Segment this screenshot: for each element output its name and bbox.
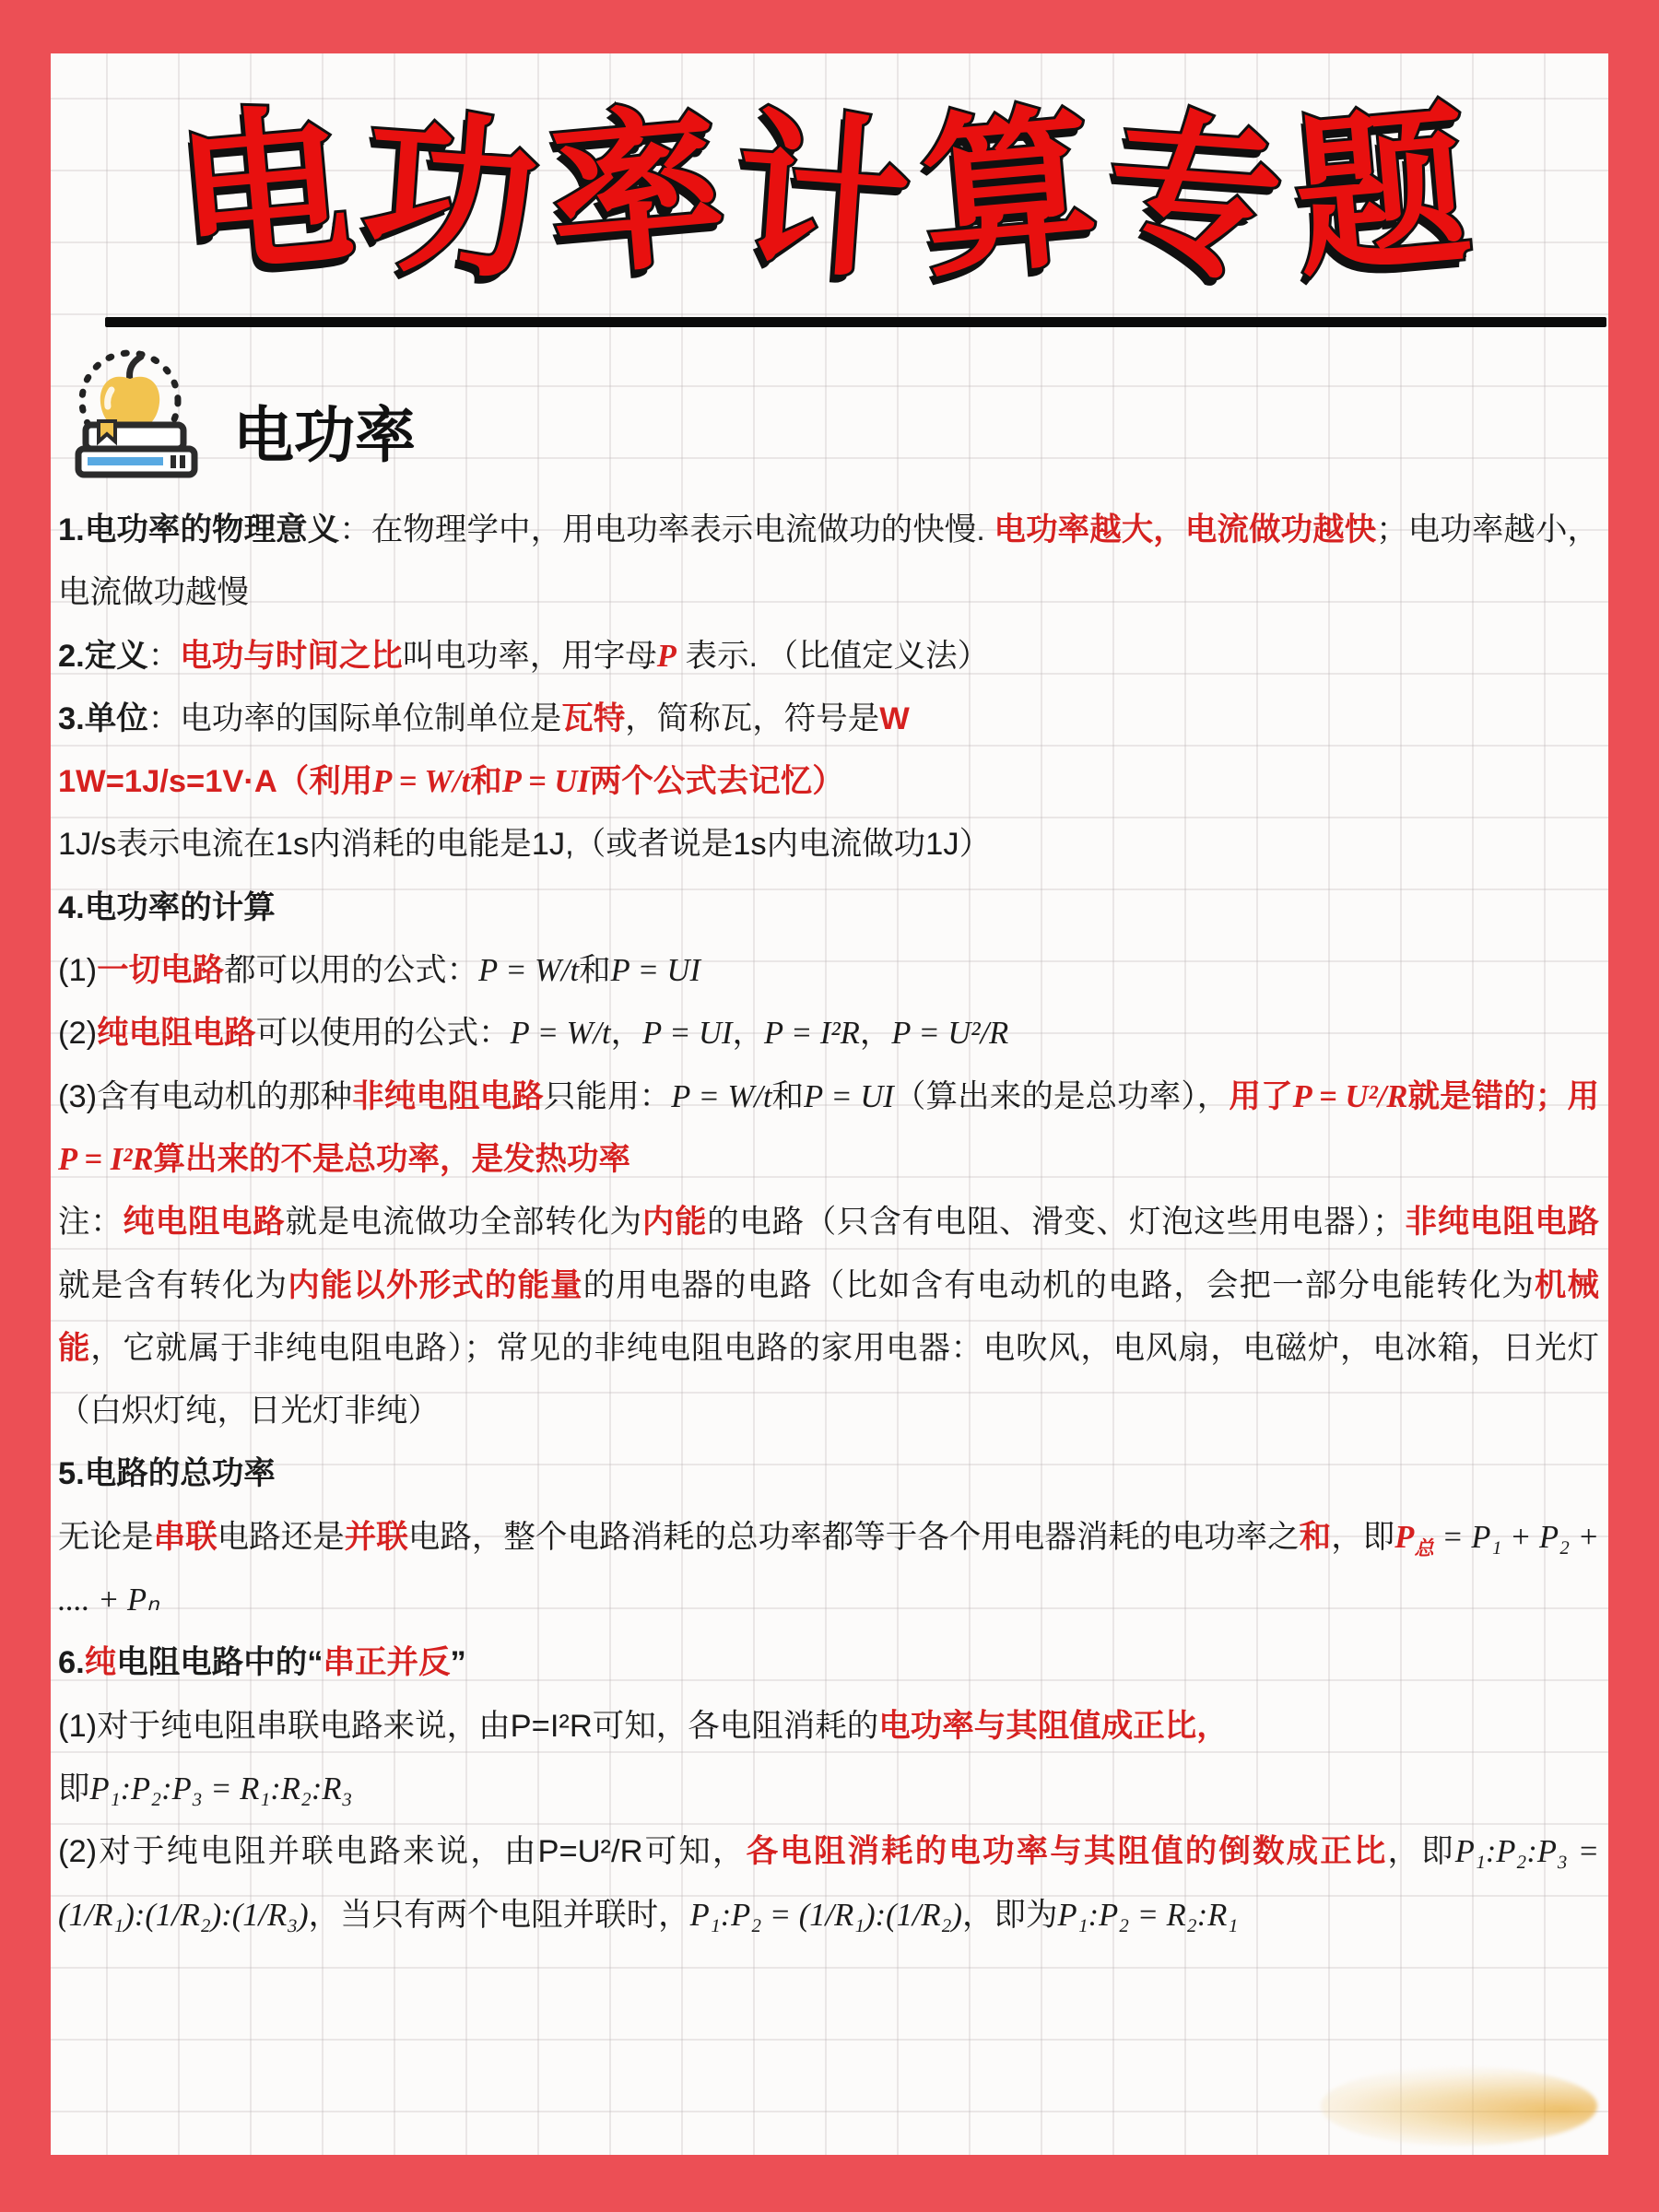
paragraph: 5.电路的总功率 — [58, 1456, 276, 1492]
paragraph: (1)对于纯电阻串联电路来说，由P=I²R可知，各电阻消耗的电功率与其阻值成正比， — [58, 1708, 1229, 1744]
paragraph: 1.电功率的物理意义：在物理学中，用电功率表示电流做功的快慢. 电功率越大，电流做功越快；电功率越小，电流做功越慢 — [58, 512, 1600, 611]
paragraph: (2)对于纯电阻并联电路来说，由P=U²/R可知，各电阻消耗的电功率与其阻值的倒数成正比，即P₁:P₂:P₃ = (1/R₁):(1/R₂):(1/R₃)，当只有两个电阻并联时，P₁:P₂ = (1/R₁):(1/R₂)，即为P₁:P₂ = R₂:R₁ — [58, 1834, 1600, 1933]
title-char: 计 — [729, 95, 929, 301]
paragraph: 1J/s表示电流在1s内消耗的电能是1J,（或者说是1s内电流做功1J） — [58, 827, 992, 863]
title-char: 率 — [542, 88, 745, 298]
section-title: 电功率 — [233, 401, 416, 469]
paragraph: 6.纯电阻电路中的“串正并反” — [58, 1645, 466, 1681]
section-header — [58, 342, 1608, 480]
paragraph: 2.定义：电功与时间之比叫电功率，用字母P 表示. （比值定义法） — [58, 638, 990, 674]
smudge-mark — [1321, 2066, 1597, 2146]
paragraph: 4.电功率的计算 — [58, 889, 276, 925]
title-row — [51, 53, 1608, 308]
title-char: 电 — [170, 88, 372, 298]
paragraph: (1)一切电路都可以用的公式：P = W/t和P = UI — [58, 953, 700, 989]
content-paragraphs — [58, 499, 1599, 1947]
paragraph: 即P₁:P₂:P₃ = R₁:R₂:R₃ — [58, 1771, 353, 1806]
books-apple-icon — [58, 344, 215, 480]
paragraph: (3)含有电动机的那种非纯电阻电路只能用：P = W/t和P = UI（算出来的是总功率），用了P = U²/R就是错的；用P = I²R算出来的不是总功率，是发热功率 — [58, 1078, 1600, 1177]
paragraph: (2)纯电阻电路可以使用的公式：P = W/t，P = UI，P = I²R，P = U²/R — [58, 1016, 1009, 1052]
title-char: 题 — [1287, 88, 1489, 298]
paragraph: 1W=1J/s=1V·A（利用P = W/t和P = UI两个公式去记忆） — [58, 764, 844, 800]
title-char: 算 — [914, 88, 1117, 298]
notebook-page — [51, 53, 1608, 2155]
title-char: 功 — [357, 95, 557, 301]
paragraph: 3.单位：电功率的国际单位制单位是瓦特，简称瓦，符号是W — [58, 700, 910, 736]
title-char: 专 — [1101, 95, 1301, 301]
page-title — [170, 88, 1489, 301]
title-divider — [105, 317, 1606, 327]
paragraph: 注：纯电阻电路就是电流做功全部转化为内能的电路（只含有电阻、滑变、灯泡这些用电器）；非纯电阻电路就是含有转化为内能以外形式的能量的用电器的电路（比如含有电动机的电路，会把一部分电能转化为机械能，它就属于非纯电阻电路）；常见的非纯电阻电路的家用电器：电吹风，电风扇，电磁炉，电冰箱，日光灯（白炽灯纯，日光灯非纯） — [58, 1205, 1600, 1430]
paragraph: 无论是串联电路还是并联电路，整个电路消耗的总功率都等于各个用电器消耗的电功率之和，即$P_总 = P_1 + P_2$ + .... + Pₙ — [58, 1519, 1600, 1618]
